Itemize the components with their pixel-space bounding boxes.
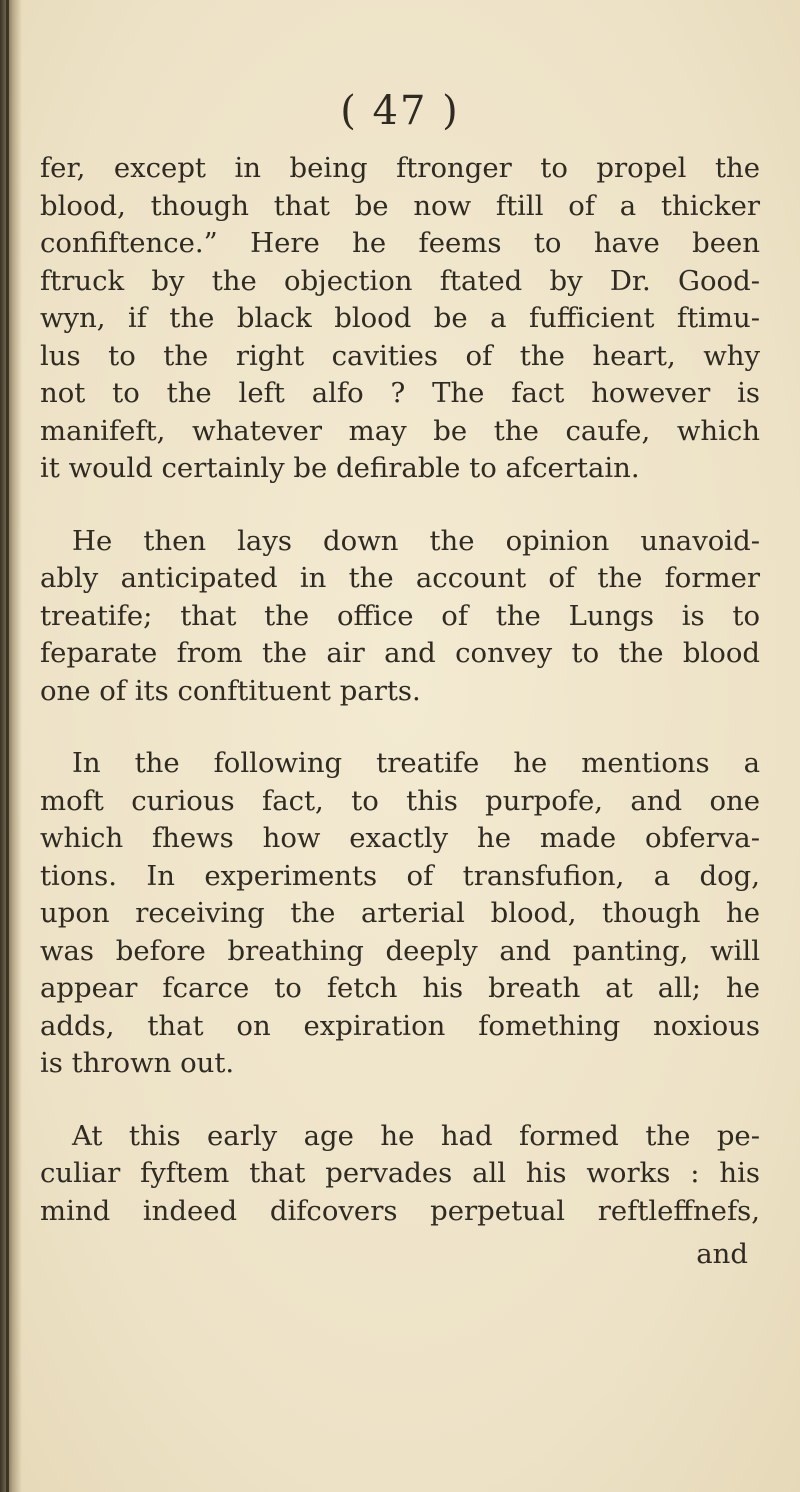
text-line: treatife; that the office of the Lungs is to [40, 599, 760, 632]
body-text [40, 150, 760, 1230]
paragraph-gap [40, 1083, 760, 1118]
text-line: tions. In experiments of transfufion, a dog, [40, 859, 760, 892]
text-line: is thrown out. [40, 1047, 235, 1079]
text-line: manifeft, whatever may be the caufe, which [40, 414, 760, 447]
text-line: ably anticipated in the account of the former [40, 562, 760, 594]
paragraph-4 [40, 1118, 760, 1231]
text-line: was before breathing deeply and panting, will [40, 934, 760, 967]
text-line: At this early age he had formed the pe- [72, 1119, 760, 1152]
text-line: lus to the right cavities of the heart, why [40, 339, 760, 372]
paragraph-gap [40, 488, 760, 523]
text-line: In the following treatife he mentions a [72, 747, 760, 779]
text-line: blood, though that be now ftill of a thicker [40, 189, 760, 222]
text-line: appear fcarce to fetch his breath at all; he [40, 972, 760, 1004]
text-line: feparate from the air and convey to the blood [40, 637, 760, 669]
text-line: adds, that on expiration fomething noxious [40, 1009, 760, 1042]
text-line: He then lays down the opinion unavoid- [72, 524, 760, 557]
page-number-header: ( 47 ) [340, 88, 460, 134]
text-line: ftruck by the objection ftated by Dr. Good- [40, 264, 760, 297]
paragraph-gap [40, 710, 760, 745]
paragraph-2 [40, 523, 760, 711]
paragraph-1 [40, 150, 760, 488]
text-line: wyn, if the black blood be a fufficient ftimu- [40, 302, 760, 334]
paragraph-3 [40, 745, 760, 1083]
catchword: and [696, 1238, 748, 1270]
text-line: upon receiving the arterial blood, though he [40, 897, 760, 929]
text-line: mind indeed difcovers perpetual reftleffnefs, [40, 1194, 760, 1227]
text-line: confiftence.” Here he feems to have been [40, 227, 760, 259]
text-line: fer, except in being ftronger to propel the [40, 152, 760, 184]
text-line: which fhews how exactly he made obferva- [40, 822, 760, 854]
text-line: not to the left alfo ? The fact however is [40, 377, 760, 409]
text-line: culiar fyftem that pervades all his works : his [40, 1157, 760, 1189]
text-line: moft curious fact, to this purpofe, and one [40, 784, 760, 817]
text-line: it would certainly be defirable to afcertain. [40, 452, 640, 484]
text-line: one of its conftituent parts. [40, 674, 421, 707]
